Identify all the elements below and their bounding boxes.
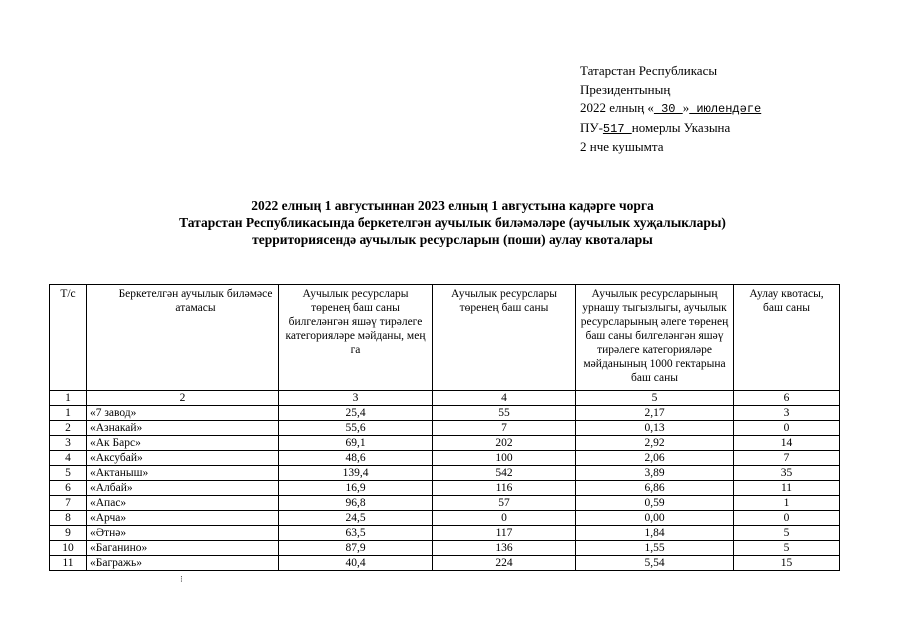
cell-quota: 3 [734,406,840,421]
cell-name: «Әтнә» [87,526,279,541]
header-line-4 [580,119,761,139]
cell-head-count: 224 [433,556,576,571]
header-date-month: июлендәге [689,102,762,116]
cell-area: 96,8 [279,496,433,511]
cell-density: 2,06 [576,451,734,466]
table-row [50,436,840,451]
cell-density: 2,92 [576,436,734,451]
cell-area: 55,6 [279,421,433,436]
table-row [50,466,840,481]
cell-quota: 5 [734,541,840,556]
cell-head-count: 117 [433,526,576,541]
title-line-3: территориясендә аучылык ресурсларын (поши) аулау квоталары [252,232,653,247]
cell-head-count: 542 [433,466,576,481]
cell-density: 0,59 [576,496,734,511]
header-decree-suffix: номерлы Указына [631,119,731,135]
header-index: Т/с [50,285,87,391]
cell-head-count: 7 [433,421,576,436]
table-header-row [50,285,840,391]
header-date-prefix: 2022 елның « [580,100,654,115]
table-body [50,406,840,571]
cell-area: 69,1 [279,436,433,451]
column-number: 6 [734,391,840,406]
header-line-3 [580,99,761,119]
cell-index: 5 [50,466,87,481]
cell-quota: 7 [734,451,840,466]
table-row [50,556,840,571]
table-row [50,406,840,421]
header-decree-number: 517 [602,121,632,136]
header-head-count: Аучылык ресурслары төренең баш саны [433,285,576,391]
header-decree-prefix: ПУ- [580,119,603,135]
cell-density: 1,84 [576,526,734,541]
cell-quota: 1 [734,496,840,511]
cell-density: 6,86 [576,481,734,496]
table-row [50,496,840,511]
table-row [50,481,840,496]
cell-quota: 15 [734,556,840,571]
column-number: 3 [279,391,433,406]
cell-index: 11 [50,556,87,571]
table-row [50,421,840,436]
table-row [50,526,840,541]
cell-index: 3 [50,436,87,451]
column-number-row [50,391,840,406]
cell-quota: 35 [734,466,840,481]
column-number: 5 [576,391,734,406]
cell-name: «Багражь» [87,556,279,571]
title-line-1: 2022 елның 1 августыннан 2023 елның 1 августына кадәрге чорга [251,198,654,213]
cell-name: «Актаныш» [87,466,279,481]
cell-area: 16,9 [279,481,433,496]
cell-area: 25,4 [279,406,433,421]
cell-index: 4 [50,451,87,466]
cell-quota: 0 [734,421,840,436]
scan-mark: ⁝ [180,574,183,584]
document-title [0,197,905,248]
table-row [50,451,840,466]
cell-index: 6 [50,481,87,496]
column-number: 2 [87,391,279,406]
cell-density: 3,89 [576,466,734,481]
cell-head-count: 55 [433,406,576,421]
header-quota: Аулау квотасы, баш саны [734,285,840,391]
cell-head-count: 136 [433,541,576,556]
table-row [50,541,840,556]
table-row [50,511,840,526]
cell-index: 1 [50,406,87,421]
cell-head-count: 202 [433,436,576,451]
cell-density: 2,17 [576,406,734,421]
cell-density: 0,00 [576,511,734,526]
cell-quota: 14 [734,436,840,451]
cell-head-count: 100 [433,451,576,466]
header-line-2: Президентының [580,81,671,97]
cell-area: 139,4 [279,466,433,481]
quota-table [49,284,840,571]
column-number: 1 [50,391,87,406]
header-date-mid: » [682,100,690,115]
cell-head-count: 57 [433,496,576,511]
cell-name: «Азнакай» [87,421,279,436]
header-density: Аучылык ресурсларының урнашу тыгызлыгы, аучылык ресурсларының әлеге төренең баш саны билгеләнгән яшәү тирәлеге категорияләре мәйданының 1000 гектарына баш саны [576,285,734,391]
header-habitat-area: Аучылык ресурслары төренең баш саны билгеләнгән яшәү тирәлеге категорияләре мәйданы, мең га [279,285,433,391]
cell-density: 1,55 [576,541,734,556]
cell-name: «Баганино» [87,541,279,556]
cell-index: 9 [50,526,87,541]
cell-quota: 0 [734,511,840,526]
decree-reference [580,62,761,157]
cell-name: «7 завод» [87,406,279,421]
column-number: 4 [433,391,576,406]
cell-name: «Арча» [87,511,279,526]
cell-name: «Аксубай» [87,451,279,466]
cell-index: 8 [50,511,87,526]
cell-name: «Апас» [87,496,279,511]
cell-area: 40,4 [279,556,433,571]
cell-density: 5,54 [576,556,734,571]
cell-name: «Албай» [87,481,279,496]
cell-area: 24,5 [279,511,433,526]
cell-head-count: 0 [433,511,576,526]
cell-index: 7 [50,496,87,511]
header-line-5: 2 нче кушымта [580,139,664,154]
header-line-1: Татарстан Республикасы [580,63,718,78]
header-hunting-ground-name: Беркетелгән аучылык биләмәсе атамасы [87,285,279,391]
title-line-2: Татарстан Республикасында беркетелгән аучылык биләмәләре (аучылык хуҗалыклары) [179,215,726,230]
cell-name: «Ак Барс» [87,436,279,451]
cell-head-count: 116 [433,481,576,496]
cell-quota: 5 [734,526,840,541]
cell-index: 2 [50,421,87,436]
cell-area: 87,9 [279,541,433,556]
cell-density: 0,13 [576,421,734,436]
cell-quota: 11 [734,481,840,496]
cell-area: 63,5 [279,526,433,541]
cell-index: 10 [50,541,87,556]
cell-area: 48,6 [279,451,433,466]
header-date-day: 30 [653,102,683,116]
